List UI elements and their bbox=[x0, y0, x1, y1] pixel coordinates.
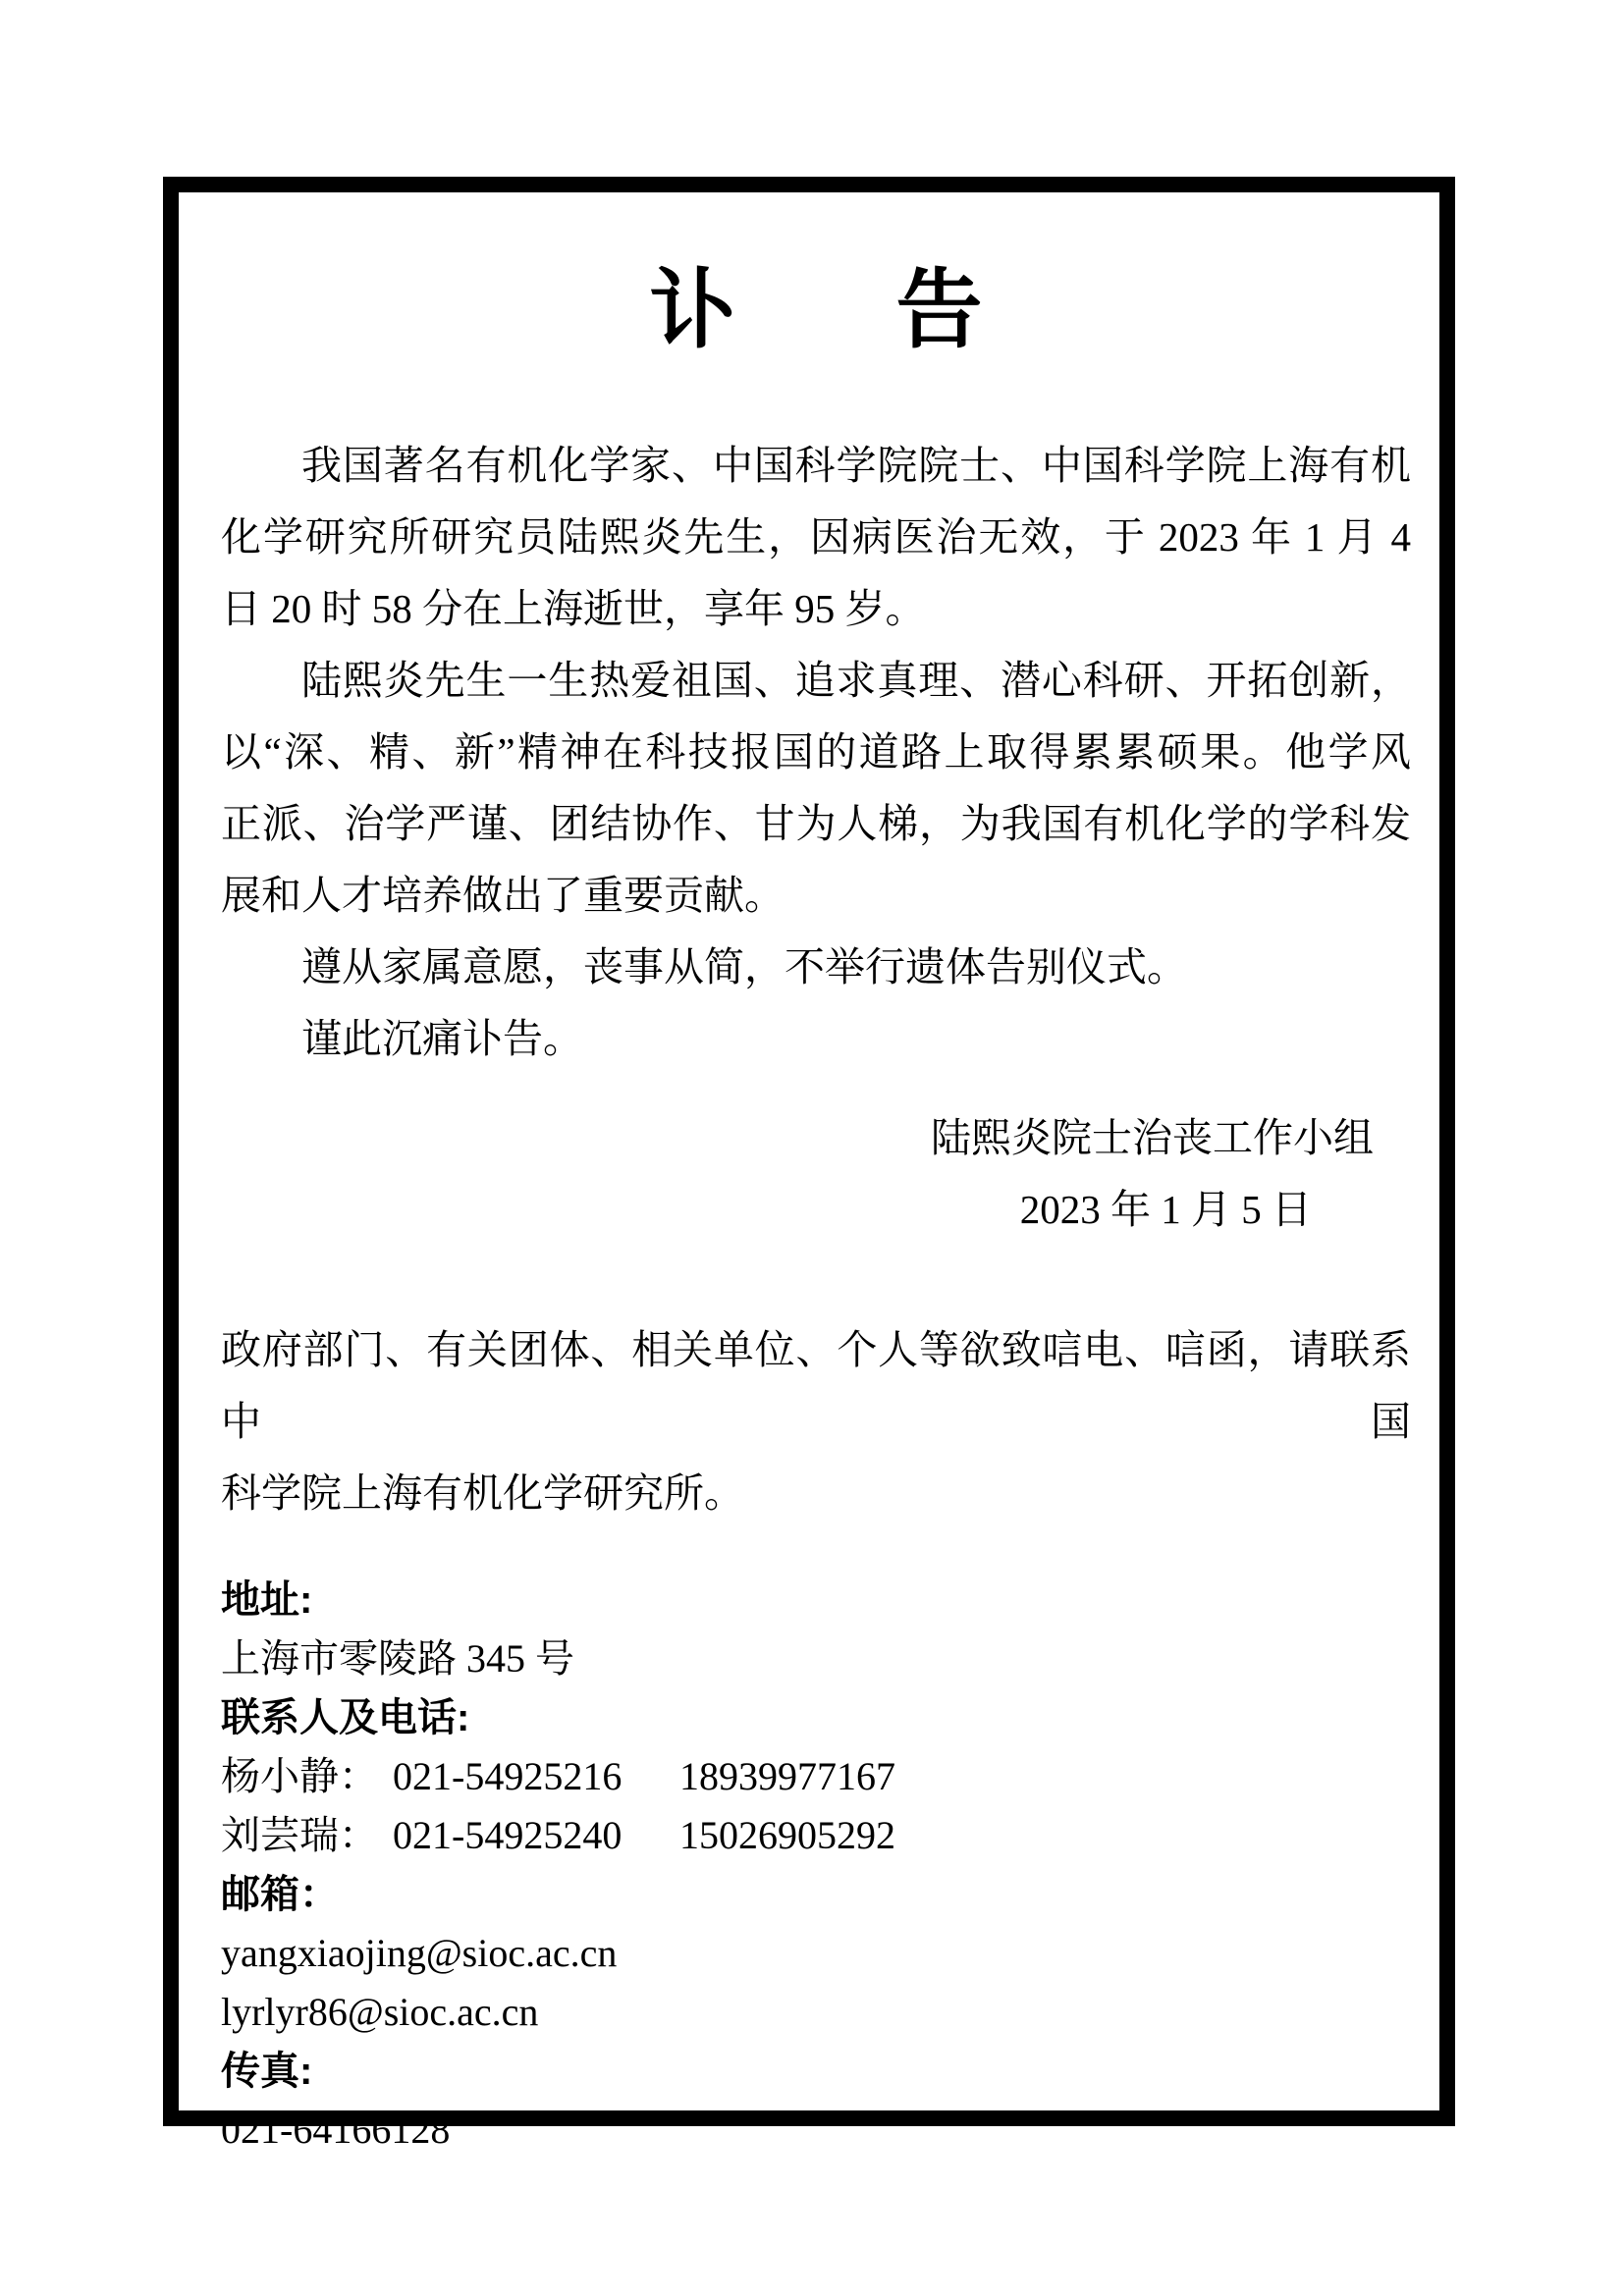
title-char-right: 告 bbox=[895, 261, 983, 358]
paragraph4: 谨此沉痛讣告。 bbox=[301, 1016, 583, 1061]
contact-row-liuyunrui bbox=[221, 1806, 1411, 1865]
paragraph1-line3: 日 20 时 58 分在上海逝世，享年 95 岁。 bbox=[221, 586, 926, 631]
condolence-notice bbox=[221, 1314, 1411, 1529]
paragraph2-line2: 以“深、精、新”精神在科技报国的道路上取得累累硕果。他学风 bbox=[221, 729, 1411, 774]
email-address-2: lyrlyr86@sioc.ac.cn bbox=[221, 1990, 539, 2034]
address-label: 地址: bbox=[221, 1578, 313, 1622]
signature-group: 陆熙炎院士治丧工作小组 bbox=[931, 1115, 1374, 1160]
contact-name: 杨小静： bbox=[221, 1754, 378, 1798]
email-address-1: yangxiaojing@sioc.ac.cn bbox=[221, 1931, 618, 1975]
document-border-frame bbox=[163, 177, 1455, 2152]
phone-label: 联系人及电话: bbox=[221, 1696, 470, 1739]
fax-number: 021-64166128 bbox=[221, 2108, 451, 2152]
notice-line1: 政府部门、有关团体、相关单位、个人等欲致唁电、唁函，请联系中国 bbox=[221, 1327, 1411, 1444]
email-label: 邮箱： bbox=[221, 1873, 339, 1916]
document-content bbox=[179, 261, 1439, 2160]
title-char-left: 讣 bbox=[649, 261, 736, 358]
address-value: 上海市零陵路 345 号 bbox=[221, 1636, 574, 1681]
notice-line2: 科学院上海有机化学研究所。 bbox=[221, 1470, 744, 1516]
paragraph1-line2: 化学研究所研究员陆熙炎先生，因病医治无效，于 2023 年 1 月 4 bbox=[221, 514, 1411, 560]
contact-mobile: 18939977167 bbox=[679, 1754, 895, 1798]
paragraph2-line4: 展和人才培养做出了重要贡献。 bbox=[221, 873, 785, 918]
contact-row-yangxiaojing bbox=[221, 1747, 1411, 1806]
paragraph2-line3: 正派、治学严谨、团结协作、甘为人梯，为我国有机化学的学科发 bbox=[221, 801, 1411, 846]
contact-info-block bbox=[221, 1571, 1411, 2160]
paragraph2-line1: 陆熙炎先生一生热爱祖国、追求真理、潜心科研、开拓创新， bbox=[301, 658, 1411, 703]
paragraph1-line1: 我国著名有机化学家、中国科学院院士、中国科学院上海有机 bbox=[301, 443, 1411, 488]
fax-label: 传真: bbox=[221, 2050, 313, 2093]
contact-name: 刘芸瑞： bbox=[221, 1813, 378, 1857]
paragraph3: 遵从家属意愿，丧事从简，不举行遗体告别仪式。 bbox=[301, 944, 1187, 989]
contact-phone: 021-54925216 bbox=[393, 1754, 623, 1798]
obituary-body bbox=[221, 430, 1411, 1075]
signature-block bbox=[221, 1102, 1411, 1246]
contact-mobile: 15026905292 bbox=[679, 1813, 895, 1857]
page-title bbox=[221, 261, 1411, 358]
contact-phone: 021-54925240 bbox=[393, 1813, 623, 1857]
signature-date: 2023 年 1 月 5 日 bbox=[1019, 1187, 1312, 1232]
